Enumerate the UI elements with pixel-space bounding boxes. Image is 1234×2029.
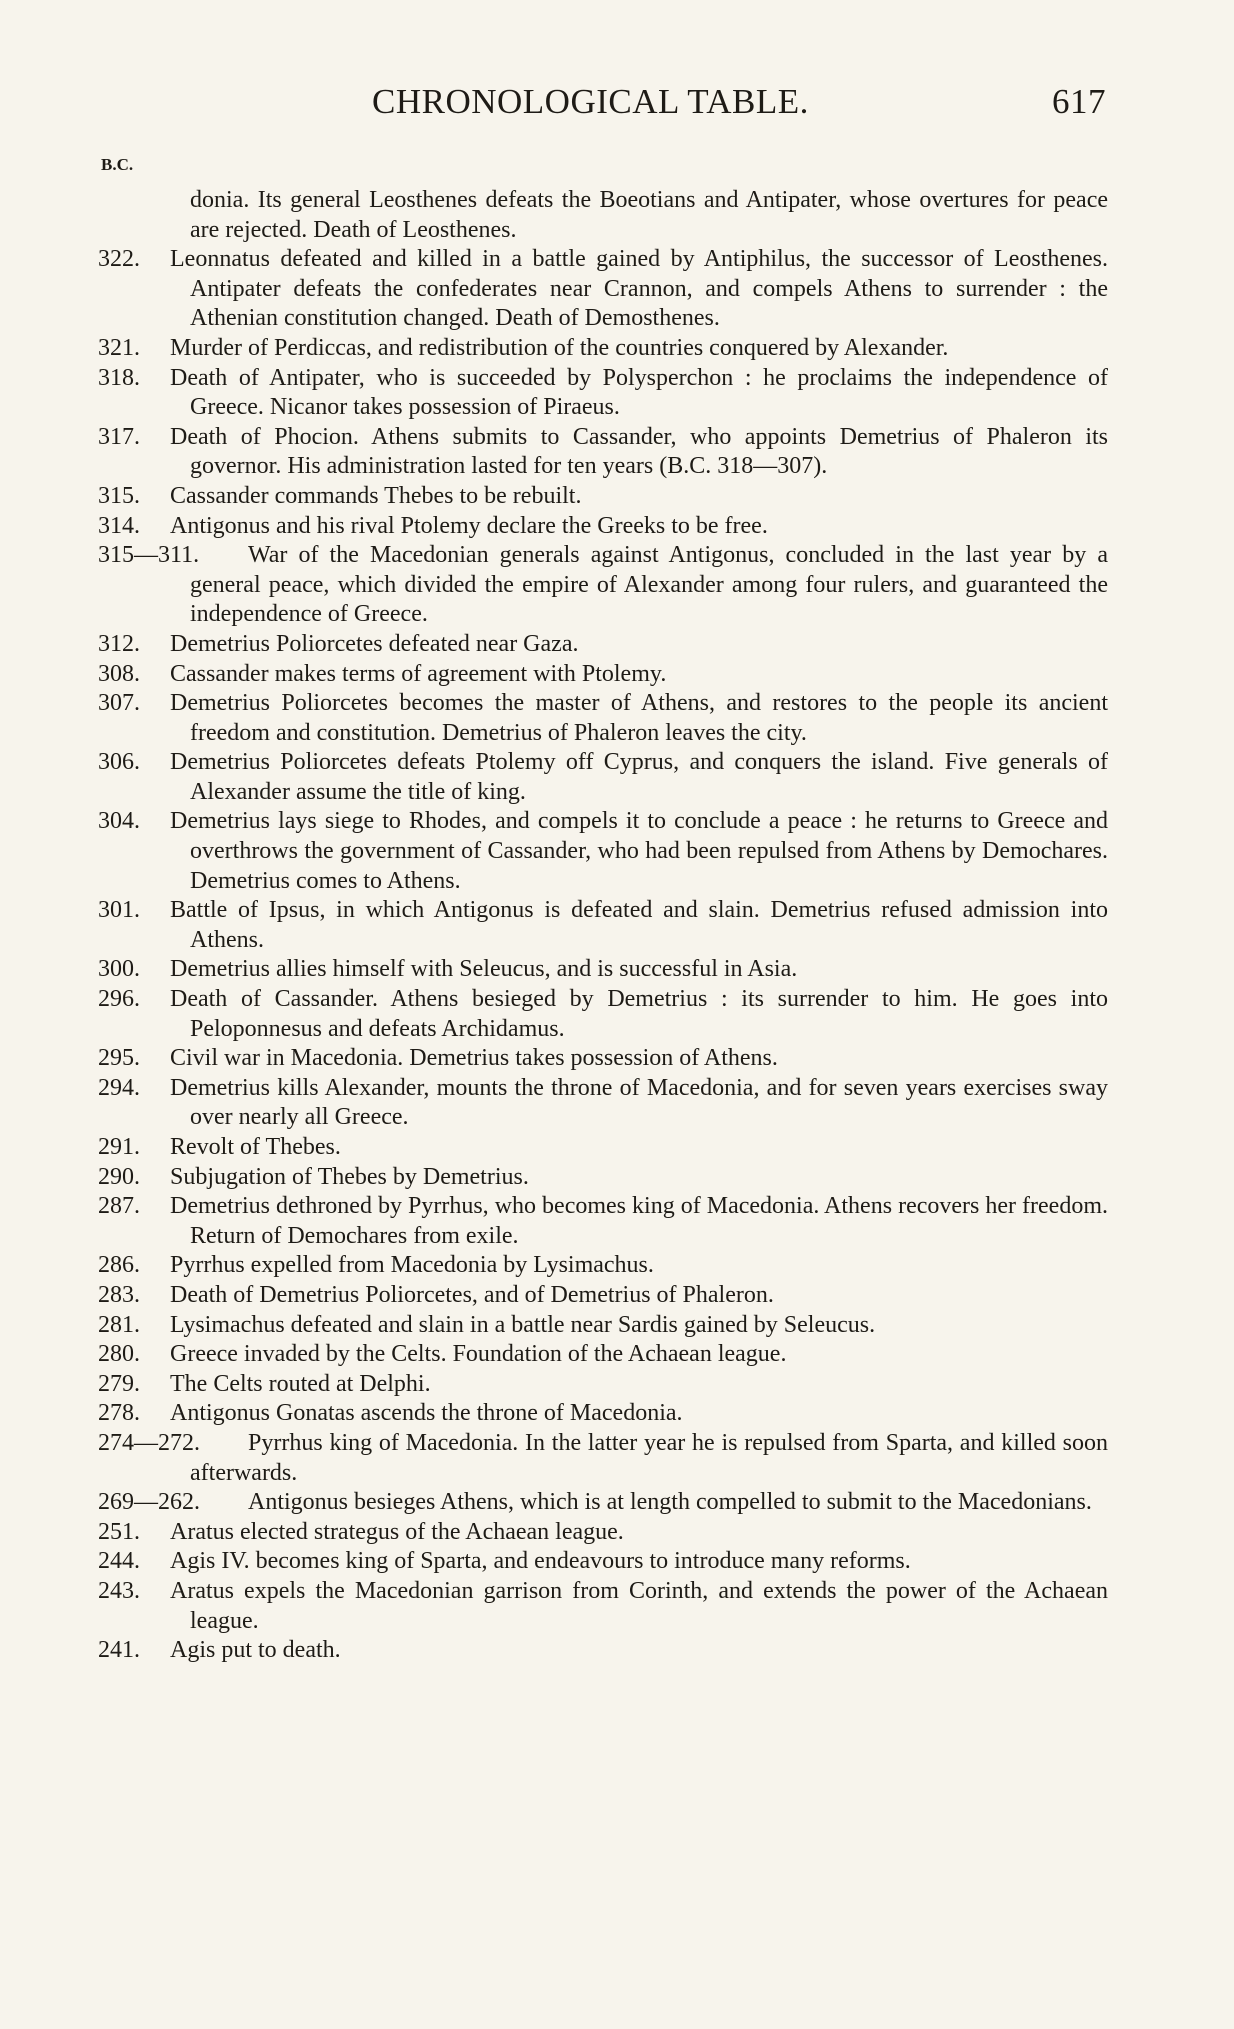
chronology-entry (98, 482, 1108, 512)
entry-text: Demetrius kills Alexander, mounts the throne of Macedonia, and for seven years exercises sway over nearly all Greece. (170, 1074, 1108, 1131)
entry-year: 244. (98, 1548, 140, 1575)
entry-text: Agis put to death. (170, 1637, 341, 1664)
entry-text: War of the Macedonian generals against Antigonus, concluded in the last year by a general peace, which divided the empire of Alexander among four rulers, and guaranteed the independence of Greece. (190, 542, 1108, 628)
chronology-entry (98, 660, 1108, 690)
entry-text: The Celts routed at Delphi. (170, 1370, 431, 1397)
chronology-entry (98, 1429, 1108, 1488)
entry-text: Greece invaded by the Celts. Foundation of the Achaean league. (170, 1341, 787, 1368)
chronology-entry (98, 364, 1108, 423)
entry-year: 287. (98, 1193, 140, 1220)
chronology-entry (98, 334, 1108, 364)
era-label: B.C. (101, 155, 134, 174)
entry-text: Demetrius allies himself with Seleucus, and is successful in Asia. (170, 956, 798, 983)
entry-year: 278. (98, 1400, 140, 1427)
chronology-entry (98, 630, 1108, 660)
running-header (372, 82, 1106, 132)
entry-year: 312. (98, 630, 140, 657)
entry-year: 251. (98, 1518, 140, 1545)
chronology-entry (98, 1163, 1108, 1193)
chronology-entry (98, 245, 1108, 334)
chronology-entry (98, 1074, 1108, 1133)
entry-text: Cassander makes terms of agreement with Ptolemy. (170, 660, 667, 687)
entry-year: 279. (98, 1370, 140, 1397)
chronology-entry (98, 541, 1108, 630)
chronology-entry (98, 1311, 1108, 1341)
chronology-entry (98, 955, 1108, 985)
chronology-entry (98, 1636, 1108, 1666)
entry-year: 314. (98, 512, 140, 539)
entry-text: Subjugation of Thebes by Demetrius. (170, 1163, 529, 1190)
entry-year: 301. (98, 897, 140, 924)
entry-year: 274—272. (98, 1429, 200, 1456)
entry-year: 318. (98, 364, 140, 391)
entry-year: 315—311. (98, 542, 200, 569)
entry-text: Agis IV. becomes king of Sparta, and endeavours to introduce many reforms. (170, 1548, 911, 1575)
entry-year: 269—262. (98, 1489, 200, 1516)
entry-text: donia. Its general Leosthenes defeats the Boeotians and Antipater, whose overtures for peace are rejected. Death of Leosthenes. (190, 187, 1108, 243)
entry-year: 294. (98, 1074, 140, 1101)
chronology-entry (98, 1281, 1108, 1311)
chronology-entry (98, 1547, 1108, 1577)
entry-year: 296. (98, 986, 140, 1013)
entry-year: 241. (98, 1637, 140, 1664)
chronology-entry (98, 1488, 1108, 1518)
entry-text: Demetrius lays siege to Rhodes, and compels it to conclude a peace : he returns to Greece and overthrows the government of Cassander, who had been repulsed from Athens by Demochares. Demetrius comes to Athens. (170, 808, 1108, 894)
entry-year: 290. (98, 1163, 140, 1190)
entry-text: Death of Phocion. Athens submits to Cassander, who appoints Demetrius of Phaleron its governor. His administration lasted for ten years (B.C. 318—307). (170, 423, 1108, 480)
entry-text: Demetrius Poliorcetes defeats Ptolemy off Cyprus, and conquers the island. Five generals of Alexander assume the title of king. (170, 749, 1108, 805)
entry-year: 295. (98, 1045, 140, 1072)
chronology-entry (98, 748, 1108, 807)
entry-year: 322. (98, 246, 140, 273)
chronology-entry (98, 1370, 1108, 1400)
entry-text: Antigonus Gonatas ascends the throne of Macedonia. (170, 1400, 683, 1427)
entry-year: 280. (98, 1341, 140, 1368)
chronology-entry (98, 1399, 1108, 1429)
chronology-list (98, 186, 1108, 1666)
entry-text: Demetrius Poliorcetes defeated near Gaza. (170, 630, 579, 657)
chronology-entry (98, 512, 1108, 542)
entry-text: Demetrius dethroned by Pyrrhus, who becomes king of Macedonia. Athens recovers her freedom. Return of Demochares from exile. (170, 1193, 1108, 1249)
chronology-entry (98, 423, 1108, 482)
chronology-entry (98, 1518, 1108, 1548)
chronology-entry (98, 896, 1108, 955)
entry-text: Demetrius Poliorcetes becomes the master of Athens, and restores to the people its ancient freedom and constitution. Demetrius of Phaleron leaves the city. (170, 690, 1108, 746)
entry-text: Aratus expels the Macedonian garrison from Corinth, and extends the power of the Achaean league. (170, 1577, 1108, 1634)
entry-text: Murder of Perdiccas, and redistribution of the countries conquered by Alexander. (170, 334, 949, 361)
entry-text: Leonnatus defeated and killed in a battle gained by Antiphilus, the successor of Leosthenes. Antipater defeats the confederates near Crannon, and compels Athens to surrender : the Athenian constitution changed. Death of Demosthenes. (170, 246, 1108, 332)
entry-text: Cassander commands Thebes to be rebuilt. (170, 482, 582, 509)
entry-text: Battle of Ipsus, in which Antigonus is defeated and slain. Demetrius refused admission into Athens. (170, 897, 1108, 953)
chronology-entry (98, 689, 1108, 748)
entry-year: 291. (98, 1134, 140, 1160)
entry-year: 307. (98, 690, 140, 717)
entry-text: Pyrrhus expelled from Macedonia by Lysimachus. (170, 1252, 654, 1279)
entry-text: Antigonus and his rival Ptolemy declare the Greeks to be free. (170, 512, 768, 539)
chronology-entry (98, 1577, 1108, 1636)
entry-year: 243. (98, 1577, 140, 1604)
entry-text: Death of Cassander. Athens besieged by Demetrius : its surrender to him. He goes into Peloponnesus and defeats Archidamus. (170, 986, 1108, 1042)
chronology-entry (98, 807, 1108, 896)
entry-year: 306. (98, 749, 140, 776)
page-title: CHRONOLOGICAL TABLE. (372, 82, 809, 121)
entry-year: 281. (98, 1311, 140, 1338)
entry-text: Pyrrhus king of Macedonia. In the latter year he is repulsed from Sparta, and killed soon afterwards. (190, 1429, 1108, 1486)
chronology-entry (98, 186, 1108, 245)
entry-text: Antigonus besieges Athens, which is at length compelled to submit to the Macedonians. (248, 1489, 1092, 1516)
entry-text: Civil war in Macedonia. Demetrius takes possession of Athens. (170, 1045, 778, 1072)
chronology-entry (98, 1133, 1108, 1163)
entry-year: 286. (98, 1252, 140, 1279)
entry-text: Revolt of Thebes. (170, 1134, 341, 1160)
chronology-entry (98, 1340, 1108, 1370)
page-number: 617 (1052, 82, 1106, 121)
chronology-entry (98, 1044, 1108, 1074)
entry-year: 308. (98, 660, 140, 687)
entry-year: 304. (98, 808, 140, 835)
entry-year: 317. (98, 423, 140, 450)
entry-text: Death of Demetrius Poliorcetes, and of Demetrius of Phaleron. (170, 1281, 774, 1308)
entry-year: 321. (98, 334, 140, 361)
entry-year: 283. (98, 1281, 140, 1308)
entry-text: Lysimachus defeated and slain in a battle near Sardis gained by Seleucus. (170, 1311, 876, 1338)
chronology-entry (98, 1251, 1108, 1281)
chronology-entry (98, 1192, 1108, 1251)
entry-text: Death of Antipater, who is succeeded by Polysperchon : he proclaims the independence of Greece. Nicanor takes possession of Piraeus. (170, 364, 1108, 421)
entry-text: Aratus elected strategus of the Achaean league. (170, 1518, 624, 1545)
entry-year: 300. (98, 956, 140, 983)
chronology-entry (98, 985, 1108, 1044)
entry-year: 315. (98, 482, 140, 509)
